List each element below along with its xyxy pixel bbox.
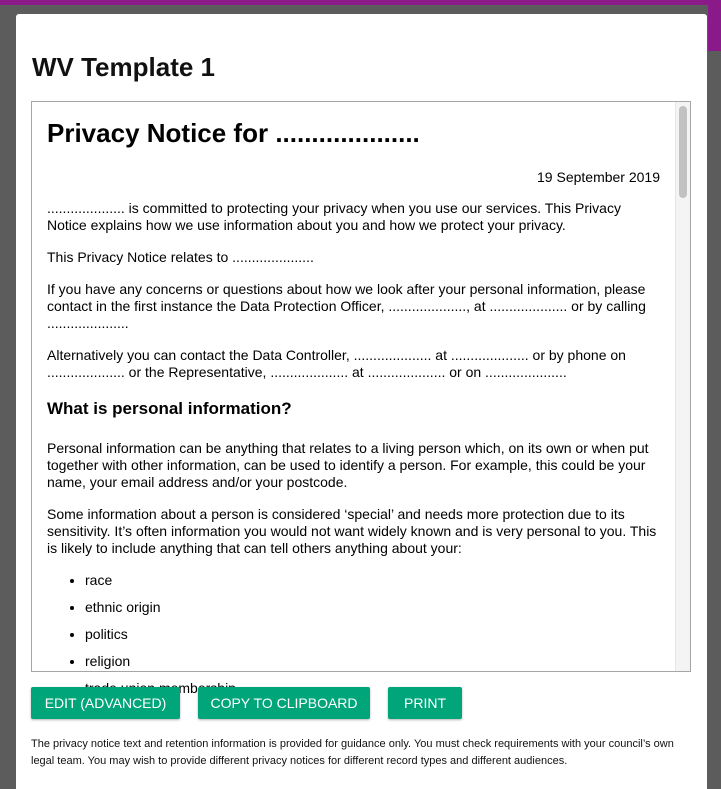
document-scrollbar[interactable] <box>675 102 690 671</box>
copy-to-clipboard-button[interactable]: COPY TO CLIPBOARD <box>198 687 370 719</box>
special-category-list <box>47 572 660 697</box>
background-accent-strip <box>708 5 721 51</box>
top-accent-bar <box>0 0 721 5</box>
guidance-footnote: The privacy notice text and retention information is provided for guidance only. You must check requirements with your council’s own legal team. You may wish to provide different privacy notices for different record types and different audiences. <box>31 738 674 767</box>
list-item: • politics <box>85 626 660 643</box>
scrollbar-thumb[interactable] <box>679 106 687 198</box>
document-title: Privacy Notice for .................... <box>47 118 420 148</box>
contact-paragraph: If you have any concerns or questions about how we look after your personal information, please contact in the first instance the Data Protection Officer, ...................., at .................... or by calling ..................... <box>47 281 646 331</box>
relates-paragraph: This Privacy Notice relates to ..................... <box>47 249 314 265</box>
document-content <box>32 102 675 673</box>
document-preview[interactable] <box>31 101 691 672</box>
print-button[interactable]: PRINT <box>388 687 462 719</box>
controller-paragraph: Alternatively you can contact the Data Controller, .................... at .................... or by phone on .................... or the Representative, .................... at .................... or on ..................... <box>47 347 626 380</box>
list-item: • race <box>85 572 660 589</box>
special-paragraph: Some information about a person is considered ‘special’ and needs more protection due to its sensitivity. It’s often information you would not want widely known and is very personal to you. This is likely to include anything that can tell others anything about your: <box>47 506 657 556</box>
modal-title: WV Template 1 <box>32 52 216 82</box>
section-heading: What is personal information? <box>47 399 292 418</box>
intro-paragraph: .................... is committed to protecting your privacy when you use our services. This Privacy Notice explains how we use information about you and how we protect your privacy. <box>47 200 621 233</box>
list-item: • religion <box>85 653 660 670</box>
edit-advanced-button[interactable]: EDIT (ADVANCED) <box>31 687 180 719</box>
definition-paragraph: Personal information can be anything that relates to a living person which, on its own or when put together with other information, can be used to identify a person. For example, this could be your name, your email address and/or your postcode. <box>47 440 649 490</box>
document-date: 19 September 2019 <box>537 169 660 185</box>
template-modal <box>16 14 707 789</box>
list-item: • ethnic origin <box>85 599 660 616</box>
